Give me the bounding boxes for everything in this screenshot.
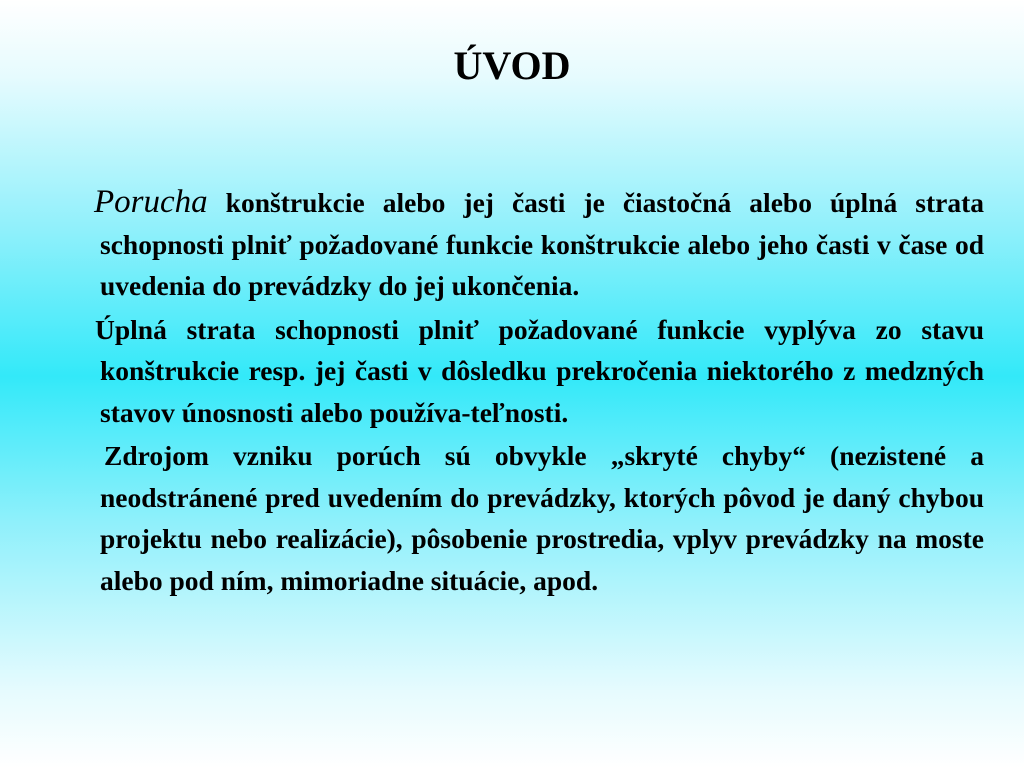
paragraph-sources: Zdrojom vzniku porúch sú obvykle „skryté chyby“ (nezistené a neodstránené pred uvedením do prevádzky, ktorých pôvod je daný chybou projektu nebo realizácie), pôsobenie prostredia, vplyv prevádzky na moste alebo pod ním, mimoriadne situácie, apod. (100, 440, 984, 596)
definition-text: konštrukcie alebo jej časti je čiastočná alebo úplná strata schopnosti plniť požadované funkcie konštrukcie alebo jeho časti v čase od uvedenia do prevádzky do jej ukončenia. (100, 187, 984, 301)
slide-body (94, 182, 984, 601)
slide-title: ÚVOD (453, 43, 571, 88)
defined-term: Porucha (94, 184, 208, 220)
paragraph-definition (94, 182, 984, 307)
paragraph-total-loss: Úplná strata schopnosti plniť požadované funkcie vyplýva zo stavu konštrukcie resp. jej časti v dôsledku prekročenia niektorého z medzných stavov únosnosti alebo používa-teľnosti. (95, 313, 984, 428)
